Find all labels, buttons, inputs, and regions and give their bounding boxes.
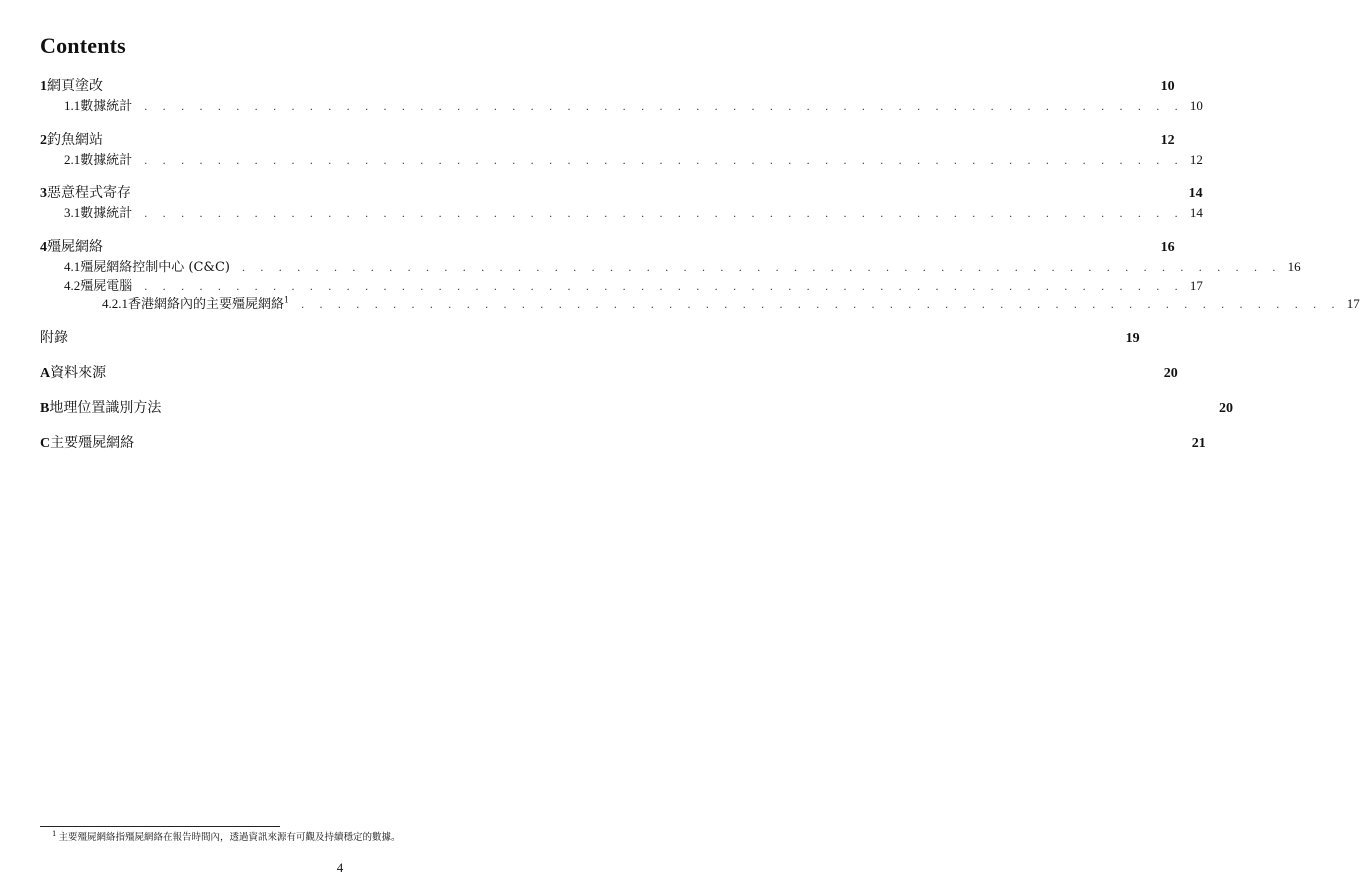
toc-entry-page: 12 — [1189, 152, 1203, 167]
toc-entry-title-text: 殭屍電腦 — [80, 279, 133, 294]
toc-entry-number: 2.1 — [64, 152, 81, 167]
toc-entry-title-text: 殭屍網絡 — [47, 239, 103, 255]
toc-dot-leader: . . . . . . . . . . . . . . . . . . . . . . . . . . . . . . . . . . . . . . . . . . . . . . . . . . . . . . . . . — [144, 99, 1184, 113]
toc-entry-title — [47, 182, 131, 202]
toc-subsection-entry[interactable] — [40, 202, 1203, 221]
toc-entry-title-text: 數據統計 — [80, 153, 133, 168]
toc-entry-page: 17 — [1189, 278, 1203, 293]
toc-dot-leader: . . . . . . . . . . . . . . . . . . . . . . . . . . . . . . . . . . . . . . . . . . . . . . . . . . . . . . . . . — [144, 279, 1184, 293]
footnote-text: 主要殭屍網絡指殭屍網絡在報告時間內，透過資訊來源有可觀及持續穩定的數據。 — [58, 832, 401, 843]
toc-dot-leader: . . . . . . . . . . . . . . . . . . . . . . . . . . . . . . . . . . . . . . . . . . . . . . . . . . . . . . . . . — [144, 153, 1184, 167]
toc-entry-title-text: 數據統計 — [80, 206, 133, 221]
toc-entry-title-text: 釣魚網站 — [47, 132, 103, 148]
toc-entry-number: 3 — [40, 186, 47, 201]
toc-entry-number: 4.1 — [64, 259, 81, 274]
toc-entry-title — [80, 275, 132, 294]
toc-entry-title — [80, 95, 132, 114]
toc-entry-title-text: 數據統計 — [80, 99, 133, 114]
toc-section-entry[interactable] — [40, 129, 1175, 148]
toc-dot-leader: . . . . . . . . . . . . . . . . . . . . . . . . . . . . . . . . . . . . . . . . . . . . . . . . . . . . . . . . . — [301, 297, 1341, 311]
footnote-mark: 1 — [52, 829, 57, 838]
toc-entry-page: 19 — [1125, 331, 1140, 346]
toc-entry-title — [50, 432, 134, 452]
toc-entry-title — [80, 202, 132, 221]
toc-subsubsection-entry[interactable] — [40, 293, 1360, 312]
toc-entry-title — [47, 129, 103, 149]
toc-entry-title — [128, 293, 289, 312]
toc-section-entry[interactable] — [40, 327, 1140, 346]
toc-entry-number: A — [40, 366, 51, 381]
toc-section-entry[interactable] — [40, 432, 1206, 451]
toc-entry-title — [50, 362, 106, 382]
toc-entry-page: 20 — [1218, 401, 1233, 416]
toc-entry-title — [47, 236, 103, 256]
toc-entry-title-text: 惡意程式寄存 — [47, 185, 131, 201]
footnote — [52, 829, 400, 843]
toc-entry-page: 21 — [1191, 436, 1206, 451]
toc-entry-page: 17 — [1346, 296, 1360, 311]
toc-heading: Contents — [40, 33, 126, 58]
toc-entry-title-text: 附錄 — [40, 330, 68, 346]
page-number: 4 — [336, 860, 344, 875]
toc-entry-title — [80, 256, 230, 275]
toc-section-entry[interactable] — [40, 362, 1178, 381]
toc-entry-title-text: 資料來源 — [50, 365, 107, 381]
toc-entry-page: 10 — [1160, 79, 1175, 94]
toc-entry-title — [80, 149, 132, 168]
toc-entry-page: 12 — [1160, 133, 1175, 148]
toc-entry-page: 16 — [1287, 259, 1301, 274]
toc-subsection-entry[interactable] — [40, 95, 1203, 114]
toc-entry-number: 4.2 — [64, 278, 81, 293]
toc-section-entry[interactable] — [40, 397, 1233, 416]
toc-entry-title — [49, 397, 161, 417]
toc-dot-leader: . . . . . . . . . . . . . . . . . . . . . . . . . . . . . . . . . . . . . . . . . . . . . . . . . . . . . . . . . — [242, 260, 1282, 274]
toc-entry-title-text: 地理位置識別方法 — [49, 400, 162, 416]
toc-section-entry[interactable] — [40, 75, 1175, 94]
toc-section-entry[interactable] — [40, 182, 1203, 201]
footnote-rule — [40, 826, 280, 827]
toc-entry-title-text: 主要殭屍網絡 — [50, 435, 135, 451]
toc-entry-number: C — [40, 436, 51, 451]
toc-entry-number: 1.1 — [64, 98, 81, 113]
toc-entry-page: 16 — [1160, 240, 1175, 255]
toc-entry-page: 20 — [1163, 366, 1178, 381]
toc-section-entry[interactable] — [40, 236, 1175, 255]
toc-subsection-entry[interactable] — [40, 275, 1203, 294]
toc-subsection-entry[interactable] — [40, 149, 1203, 168]
toc-entry-title-text: 網頁塗改 — [47, 78, 103, 94]
toc-entry-title — [40, 327, 68, 347]
toc-entry-page: 14 — [1189, 205, 1203, 220]
toc-subsection-entry[interactable] — [40, 256, 1301, 275]
toc-entry-number: 2 — [40, 133, 47, 148]
toc-dot-leader: . . . . . . . . . . . . . . . . . . . . . . . . . . . . . . . . . . . . . . . . . . . . . . . . . . . . . . . . . — [144, 206, 1184, 220]
toc-entry-title-text: 香港網絡內的主要殭屍網絡 — [128, 297, 285, 312]
toc-entry-title-text: 殭屍網絡控制中心 (C&C) — [80, 260, 230, 275]
toc-entry-number: B — [40, 401, 50, 416]
toc-entry-page: 10 — [1189, 98, 1203, 113]
toc-entry-number: 4.2.1 — [102, 296, 128, 311]
toc-entry-number: 1 — [40, 79, 47, 94]
footnote-reference[interactable]: 1 — [284, 295, 290, 305]
toc-entry-title — [47, 75, 103, 95]
toc-entry-number: 4 — [40, 240, 47, 255]
toc-entry-number: 3.1 — [64, 205, 81, 220]
toc-entry-page: 14 — [1188, 186, 1203, 201]
